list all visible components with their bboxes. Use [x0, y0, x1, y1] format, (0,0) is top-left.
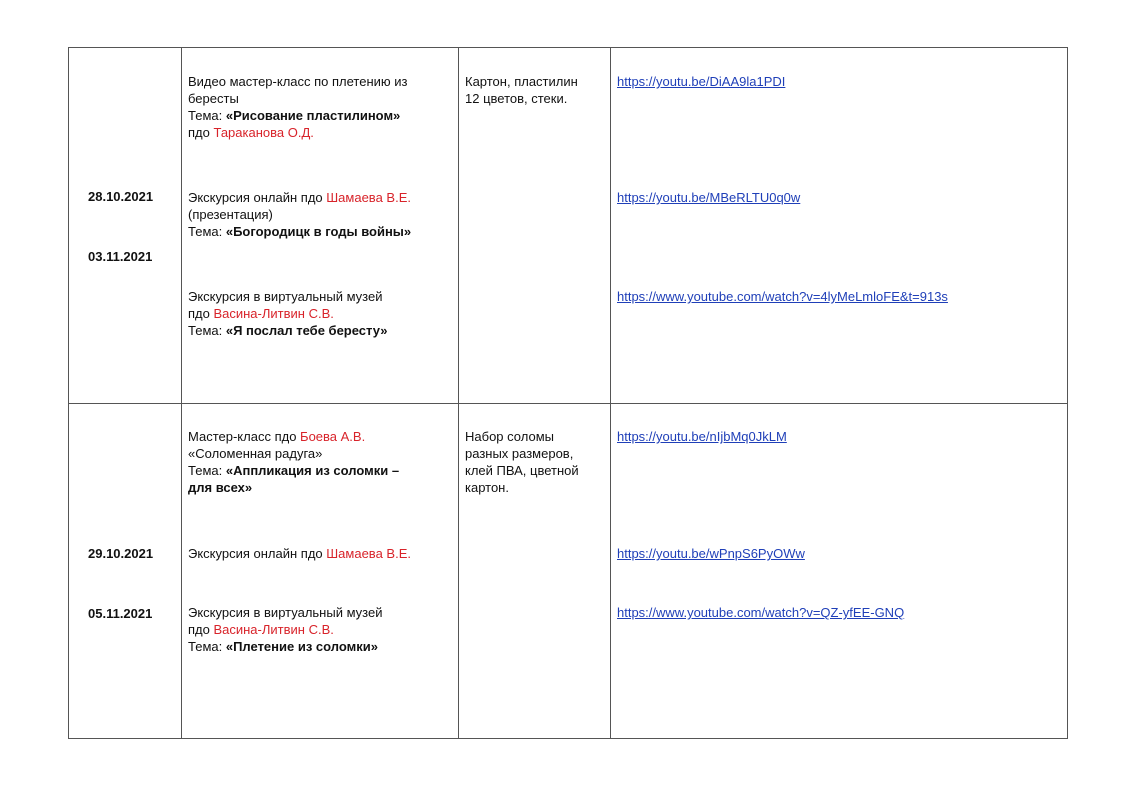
event-4-title [188, 428, 399, 496]
column-divider [181, 48, 182, 738]
event-1-title [188, 73, 407, 141]
column-divider [458, 48, 459, 738]
event-1-teacher: пдо Тараканова О.Д. [188, 125, 314, 140]
event-4-teacher: Мастер-класс пдо Боева А.В. [188, 429, 366, 444]
materials-line: клей ПВА, цветной [465, 463, 579, 478]
event-5-teacher: Экскурсия онлайн пдо Шамаева В.Е. [188, 546, 411, 561]
video-link[interactable]: https://youtu.be/wPnpS6PyOWw [617, 546, 805, 561]
materials-cell [465, 428, 579, 496]
video-link[interactable]: https://www.youtube.com/watch?v=QZ-yfEE-GNQ [617, 605, 905, 620]
event-5-title [188, 545, 411, 562]
event-6-title-line1: Экскурсия в виртуальный музей [188, 605, 383, 620]
video-link[interactable]: https://youtu.be/DiAA9la1PDI [617, 74, 786, 89]
event-4-subtitle: «Соломенная радуга» [188, 446, 323, 461]
event-2-teacher: Экскурсия онлайн пдо Шамаева В.Е. [188, 190, 411, 205]
event-6-title [188, 604, 382, 655]
date-end: 05.11.2021 [88, 606, 153, 621]
date-end: 03.11.2021 [88, 249, 153, 264]
event-1-title-line1: Видео мастер-класс по плетению из [188, 74, 408, 89]
event-6-topic: Тема: «Плетение из соломки» [188, 639, 378, 654]
column-divider [610, 48, 611, 738]
event-3-topic: Тема: «Я послал тебе бересту» [188, 323, 388, 338]
video-link[interactable]: https://youtu.be/MBeRLTU0q0w [617, 190, 801, 205]
event-3-title [188, 288, 388, 339]
event-1-topic: Тема: «Рисование пластилином» [188, 108, 401, 123]
materials-line: Набор соломы [465, 429, 554, 444]
materials-line: картон. [465, 480, 509, 495]
event-6-teacher: пдо Васина-Литвин С.В. [188, 622, 334, 637]
event-2-title [188, 189, 411, 240]
event-1-title-line2: бересты [188, 91, 239, 106]
materials-line: 12 цветов, стеки. [465, 91, 568, 106]
video-link[interactable]: https://youtu.be/nIjbMq0JkLM [617, 429, 787, 444]
date-start: 29.10.2021 [88, 546, 154, 561]
materials-cell [465, 73, 578, 107]
materials-line: разных размеров, [465, 446, 574, 461]
event-2-topic: Тема: «Богородицк в годы войны» [188, 224, 412, 239]
event-3-title-line1: Экскурсия в виртуальный музей [188, 289, 383, 304]
event-3-teacher: пдо Васина-Литвин С.В. [188, 306, 334, 321]
event-4-topic-continued: для всех» [188, 480, 253, 495]
video-link[interactable]: https://www.youtube.com/watch?v=4lyMeLmloFE&t=913s [617, 289, 948, 304]
date-start: 28.10.2021 [88, 189, 154, 204]
materials-line: Картон, пластилин [465, 74, 578, 89]
row-divider [69, 403, 1067, 404]
event-2-subtitle: (презентация) [188, 207, 273, 222]
event-4-topic: Тема: «Аппликация из соломки – [188, 463, 400, 478]
